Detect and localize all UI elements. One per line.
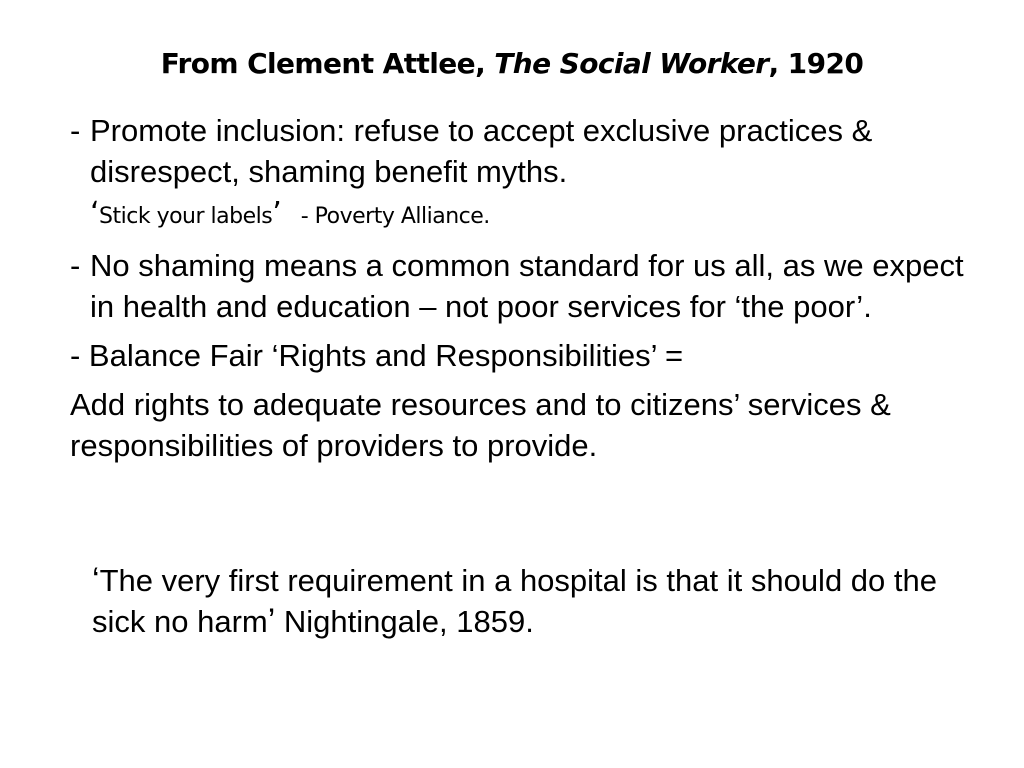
bullet-inclusion [70, 110, 970, 237]
bullet-balance [70, 335, 970, 376]
nightingale-quote [92, 560, 972, 642]
open-quote: ‘ [90, 196, 100, 231]
close-quote: ’ [272, 196, 282, 231]
sub-source: - Poverty Alliance. [300, 204, 490, 229]
title-suffix: , 1920 [768, 47, 864, 80]
bullet-text: - Balance Fair ‘Rights and Responsibilities’ = [70, 338, 684, 373]
bullet-dash: - [70, 113, 81, 148]
bullet-no-shaming [70, 245, 970, 327]
title-italic-work: The Social Worker [494, 47, 769, 80]
bullet-text: Promote inclusion: refuse to accept exclusive practices & disrespect, shaming benefit myths. [90, 113, 873, 189]
quote-text: The very first requirement in a hospital is that it should do the sick no harm [92, 563, 937, 639]
close-quote: ’ [267, 602, 276, 640]
bullet-dash: - [70, 248, 81, 283]
open-quote: ‘ [92, 561, 100, 599]
sub-quote-text: Stick your labels [99, 204, 273, 229]
title-prefix: From Clement Attlee, [160, 47, 495, 80]
bullet-subline [90, 196, 490, 231]
slide-body [70, 110, 970, 466]
bullet-text: No shaming means a common standard for us all, as we expect in health and education – not poor services for ‘the poor’. [90, 248, 964, 324]
rights-paragraph: Add rights to adequate resources and to citizens’ services & responsibilities of providers to provide. [70, 387, 891, 463]
slide-title [0, 40, 1024, 88]
quote-attribution: Nightingale, 1859. [275, 604, 534, 639]
